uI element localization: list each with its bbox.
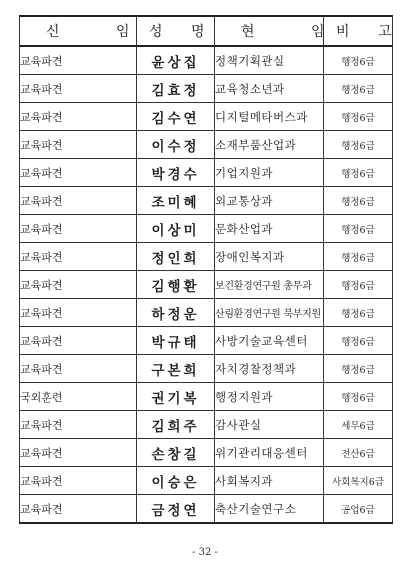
table-row bbox=[20, 243, 393, 271]
table-row bbox=[20, 103, 393, 131]
name-cell: 이상미 bbox=[137, 215, 215, 243]
position-cell: 교육청소년과 bbox=[215, 75, 324, 103]
note-cell: 행정6급 bbox=[324, 355, 393, 383]
position-cell: 소재부품산업과 bbox=[215, 131, 324, 159]
position-cell: 문화산업과 bbox=[215, 215, 324, 243]
table-row bbox=[20, 383, 393, 411]
table-row bbox=[20, 75, 393, 103]
table-row bbox=[20, 355, 393, 383]
table-header bbox=[20, 16, 404, 46]
note-cell: 행정6급 bbox=[324, 131, 393, 159]
note-cell: 행정6급 bbox=[324, 159, 393, 187]
position-cell: 사방기술교육센터 bbox=[215, 327, 324, 355]
name-cell: 박경수 bbox=[137, 159, 215, 187]
position-cell: 정책기획관실 bbox=[215, 46, 324, 75]
name-cell: 구본희 bbox=[137, 355, 215, 383]
table-row bbox=[20, 327, 393, 355]
table-row bbox=[20, 46, 393, 75]
note-cell: 공업6급 bbox=[324, 495, 393, 524]
table-row bbox=[20, 159, 393, 187]
name-cell: 김희주 bbox=[137, 411, 215, 439]
name-cell: 윤상집 bbox=[137, 46, 215, 75]
position-cell: 산림환경연구원 북부지원 bbox=[215, 299, 324, 327]
table-row bbox=[20, 187, 393, 215]
position-cell: 감사관실 bbox=[215, 411, 324, 439]
name-cell: 조미혜 bbox=[137, 187, 215, 215]
assignment-cell: 교육파견 bbox=[20, 215, 137, 243]
assignment-cell: 교육파견 bbox=[20, 299, 137, 327]
name-cell: 권기복 bbox=[137, 383, 215, 411]
note-cell: 행정6급 bbox=[324, 75, 393, 103]
name-cell: 손창길 bbox=[137, 439, 215, 467]
name-cell: 김효정 bbox=[137, 75, 215, 103]
assignment-cell: 교육파견 bbox=[20, 243, 137, 271]
table-row bbox=[20, 215, 393, 243]
table-row bbox=[20, 439, 393, 467]
personnel-table bbox=[19, 15, 404, 524]
header-new-assignment: 신 임 bbox=[20, 16, 137, 46]
name-cell: 김수연 bbox=[137, 103, 215, 131]
header-name: 성 명 bbox=[137, 16, 215, 46]
note-cell: 행정6급 bbox=[324, 46, 393, 75]
assignment-cell: 교육파견 bbox=[20, 467, 137, 495]
position-cell: 장애인복지과 bbox=[215, 243, 324, 271]
assignment-cell: 교육파견 bbox=[20, 103, 137, 131]
note-cell: 행정6급 bbox=[324, 383, 393, 411]
table-row bbox=[20, 467, 393, 495]
note-cell: 행정6급 bbox=[324, 215, 393, 243]
note-cell: 행정6급 bbox=[324, 299, 393, 327]
table-row bbox=[20, 299, 393, 327]
assignment-cell: 교육파견 bbox=[20, 439, 137, 467]
name-cell: 금정연 bbox=[137, 495, 215, 524]
personnel-roster-sheet bbox=[19, 15, 404, 524]
assignment-cell: 교육파견 bbox=[20, 131, 137, 159]
table-row bbox=[20, 131, 393, 159]
table-row bbox=[20, 495, 393, 524]
name-cell: 이수정 bbox=[137, 131, 215, 159]
assignment-cell: 교육파견 bbox=[20, 75, 137, 103]
assignment-cell: 교육파견 bbox=[20, 411, 137, 439]
note-cell: 행정6급 bbox=[324, 271, 393, 299]
table-row bbox=[20, 271, 393, 299]
name-cell: 박규태 bbox=[137, 327, 215, 355]
assignment-cell: 교육파견 bbox=[20, 327, 137, 355]
position-cell: 사회복지과 bbox=[215, 467, 324, 495]
position-cell: 위기관리대응센터 bbox=[215, 439, 324, 467]
position-cell: 외교통상과 bbox=[215, 187, 324, 215]
assignment-cell: 교육파견 bbox=[20, 495, 137, 524]
name-cell: 김행환 bbox=[137, 271, 215, 299]
note-cell: 행정6급 bbox=[324, 327, 393, 355]
header-current-position: 현 임 bbox=[215, 16, 324, 46]
position-cell: 축산기술연구소 bbox=[215, 495, 324, 524]
assignment-cell: 교육파견 bbox=[20, 46, 137, 75]
assignment-cell: 교육파견 bbox=[20, 159, 137, 187]
name-cell: 하정운 bbox=[137, 299, 215, 327]
name-cell: 정인희 bbox=[137, 243, 215, 271]
header-row bbox=[20, 16, 393, 46]
header-note: 비 고 bbox=[324, 16, 393, 46]
name-cell: 이승은 bbox=[137, 467, 215, 495]
position-cell: 행정지원과 bbox=[215, 383, 324, 411]
note-cell: 행정6급 bbox=[324, 103, 393, 131]
position-cell: 보건환경연구원 총무과 bbox=[215, 271, 324, 299]
assignment-cell: 교육파견 bbox=[20, 355, 137, 383]
table-row bbox=[20, 411, 393, 439]
position-cell: 기업지원과 bbox=[215, 159, 324, 187]
note-cell: 사회복지6급 bbox=[324, 467, 393, 495]
assignment-cell: 교육파견 bbox=[20, 271, 137, 299]
assignment-cell: 국외훈련 bbox=[20, 383, 137, 411]
page-number: - 32 - bbox=[192, 547, 218, 558]
position-cell: 디지털메타버스과 bbox=[215, 103, 324, 131]
note-cell: 세무6급 bbox=[324, 411, 393, 439]
note-cell: 행정6급 bbox=[324, 187, 393, 215]
assignment-cell: 교육파견 bbox=[20, 187, 137, 215]
position-cell: 자치경찰정책과 bbox=[215, 355, 324, 383]
note-cell: 행정6급 bbox=[324, 243, 393, 271]
table-body bbox=[20, 46, 393, 523]
note-cell: 전산6급 bbox=[324, 439, 393, 467]
